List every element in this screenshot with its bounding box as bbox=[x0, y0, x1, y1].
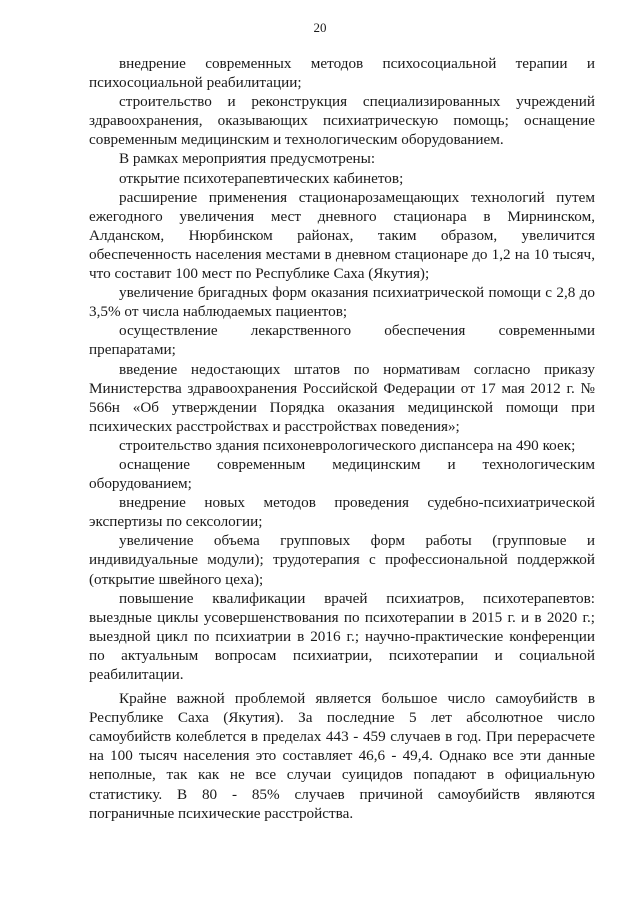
paragraph: увеличение бригадных форм оказания психиатрической помощи с 2,8 до 3,5% от числа наблюдаемых пациентов; bbox=[89, 284, 595, 321]
paragraph: В рамках мероприятия предусмотрены: bbox=[119, 150, 376, 168]
paragraph: внедрение новых методов проведения судебно-психиатрической экспертизы по сексологии; bbox=[89, 494, 595, 531]
paragraph: открытие психотерапевтических кабинетов; bbox=[119, 169, 404, 187]
paragraph: повышение квалификации врачей психиатров, психотерапевтов: выездные циклы усовершенствования по психотерапии в 2015 г. и в 2020 г.; выездной цикл по психиатрии в 2016 г.; научно-практические конференции по актуальным вопросам психиатрии, психотерапии и социальной реабилитации. bbox=[89, 589, 595, 683]
paragraph: строительство здания психоневрологического диспансера на 490 коек; bbox=[119, 436, 576, 454]
paragraph: строительство и реконструкция специализированных учреждений здравоохранения, оказывающих психиатрическую помощь; оснащение современным медицинским и технологическим оборудованием. bbox=[89, 93, 595, 149]
paragraph: введение недостающих штатов по нормативам согласно приказу Министерства здравоохранения Российской Федерации от 17 мая 2012 г. № 566н «Об утверждении Порядка оказания медицинской помощи при психических расстройствах и расстройствах поведения»; bbox=[89, 360, 595, 435]
paragraph: увеличение объема групповых форм работы (групповые и индивидуальные модули); трудотерапия с профессиональной поддержкой (открытие швейного цеха); bbox=[89, 532, 595, 588]
paragraph: оснащение современным медицинским и технологическим оборудованием; bbox=[89, 455, 595, 493]
paragraph: Крайне важной проблемой является большое число самоубийств в Республике Саха (Якутия). За последние 5 лет абсолютное число самоубийств колеблется в пределах 443 - 459 случаев в год. При перерасчете на 100 тысяч населения это составляет 46,6 - 49,4. Однако все эти данные неполные, так как не все случаи суицидов попадают в официальную статистику. В 80 - 85% случаев причиной самоубийств являются пограничные психические расстройства. bbox=[89, 690, 595, 822]
paragraph: осуществление лекарственного обеспечения современными препаратами; bbox=[89, 322, 595, 359]
paragraph: внедрение современных методов психосоциальной терапии и психосоциальной реабилитации; bbox=[89, 55, 595, 92]
document-body bbox=[89, 54, 595, 823]
page-number: 20 bbox=[313, 20, 327, 35]
paragraph: расширение применения стационарозамещающих технологий путем ежегодного увеличения мест дневного стационара в Мирнинском, Алданском, Нюрбинском районах, таким образом, увеличится обеспеченность населения местами в дневном стационаре до 1,2 на 10 тысяч, что составит 100 мест по Республике Саха (Якутия); bbox=[89, 188, 595, 283]
